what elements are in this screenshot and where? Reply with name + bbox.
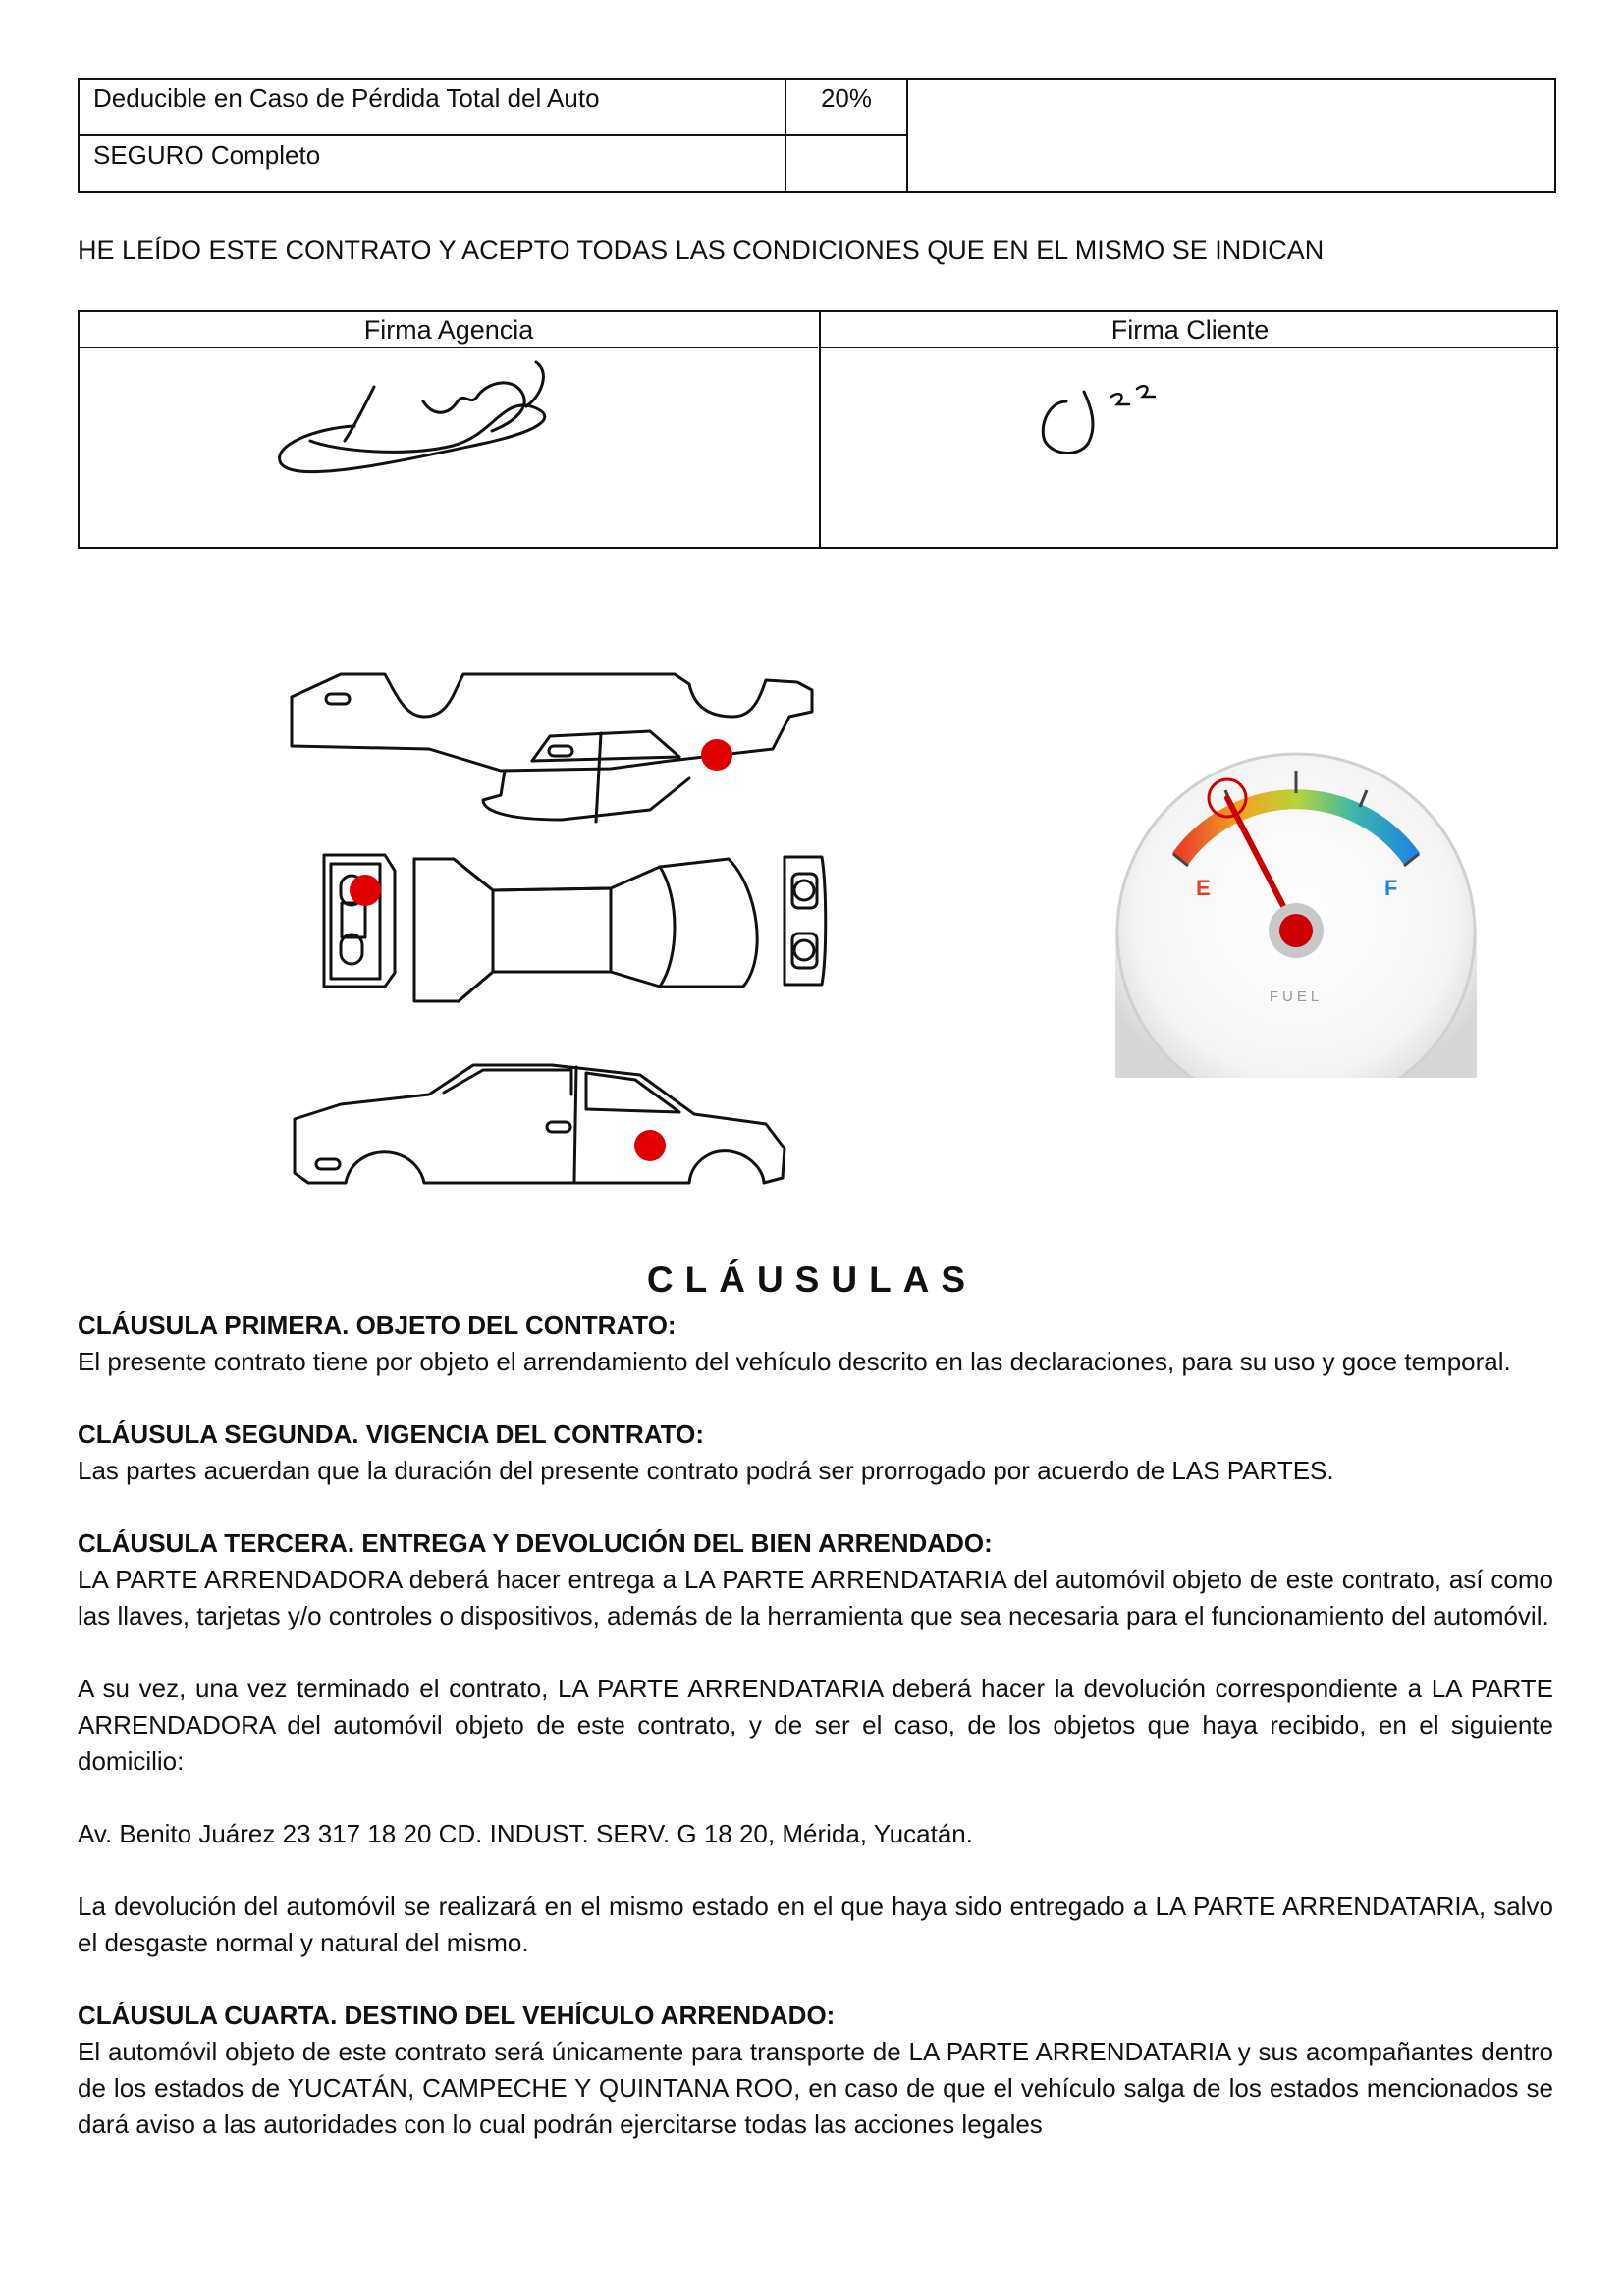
car-side-view-top [292,674,812,822]
clause-4-text: El automóvil objeto de este contrato será únicamente para transporte de LA PARTE ARRENDATARIA y sus acompañantes dentro de los estados de YUCATÁN, CAMPECHE Y QUINTANA ROO, en caso de que el vehículo salga de los estados mencionados se dará aviso a las autoridades con lo cual podrán ejercitarse todas las acciones legales [78,2037,1553,2139]
clause-3-text-1: LA PARTE ARRENDADORA deberá hacer entrega a LA PARTE ARRENDATARIA del automóvil objeto de este contrato, así como las llaves, tarjetas y/o controles o dispositivos, además de la herramienta que sea necesaria para el funcionamiento del automóvil. [78,1565,1553,1630]
clausulas-title: CLÁUSULAS [646,1259,978,1300]
signature-table [78,310,1558,549]
clause-2-title: CLÁUSULA SEGUNDA. VIGENCIA DEL CONTRATO: [78,1419,704,1449]
vehicle-damage-diagram [247,663,876,1232]
fuel-empty-label: E [1196,876,1211,900]
needle-hub [1279,914,1313,947]
agency-signature [80,347,819,544]
car-side-view-bottom [295,1065,785,1183]
client-signature-cell [821,312,1559,547]
deductible-table [78,78,1556,193]
clauses-body [78,1308,1553,2143]
damage-mark [634,1130,666,1161]
fuel-gauge [1110,726,1483,1080]
damage-mark [350,875,381,906]
clause-4-title: CLÁUSULA CUARTA. DESTINO DEL VEHÍCULO ARRENDADO: [78,2001,836,2030]
damage-mark [701,739,732,771]
agency-signature-cell [80,312,818,547]
clause-1-title: CLÁUSULA PRIMERA. OBJETO DEL CONTRATO: [78,1310,677,1340]
insurance-value [785,135,907,192]
fuel-caption: FUEL [1269,988,1324,1005]
deductible-notes-cell [907,79,1555,192]
clause-3-title: CLÁUSULA TERCERA. ENTREGA Y DEVOLUCIÓN DEL BIEN ARRENDADO: [78,1528,993,1558]
clause-2-text: Las partes acuerdan que la duración del presente contrato podrá ser prorrogado por acuerdo de LAS PARTES. [78,1456,1334,1485]
clause-3-text-2: A su vez, una vez terminado el contrato, LA PARTE ARRENDATARIA deberá hacer la devolución correspondiente a LA PARTE ARRENDADORA del automóvil objeto de este contrato, y de ser el caso, de los objetos que haya recibido, en el siguiente domicilio: [78,1674,1553,1776]
client-signature [821,347,1560,544]
deductible-value: 20% [785,79,907,135]
clause-3-address: Av. Benito Juárez 23 317 18 20 CD. INDUST. SERV. G 18 20, Mérida, Yucatán. [78,1819,973,1848]
clause-3-text-3: La devolución del automóvil se realizará en el mismo estado en el que haya sido entregado a LA PARTE ARRENDATARIA, salvo el desgaste normal y natural del mismo. [78,1892,1553,1957]
car-top-view [324,855,826,1001]
clause-1-text: El presente contrato tiene por objeto el arrendamiento del vehículo descrito en las declaraciones, para su uso y goce temporal. [78,1347,1511,1376]
deductible-label: Deducible en Caso de Pérdida Total del Auto [79,79,785,135]
fuel-full-label: F [1384,876,1398,900]
insurance-label: SEGURO Completo [79,135,785,192]
client-signature-label: Firma Cliente [821,312,1559,348]
agency-signature-label: Firma Agencia [80,312,818,348]
acceptance-statement: HE LEÍDO ESTE CONTRATO Y ACEPTO TODAS LAS CONDICIONES QUE EN EL MISMO SE INDICAN [78,236,1325,265]
